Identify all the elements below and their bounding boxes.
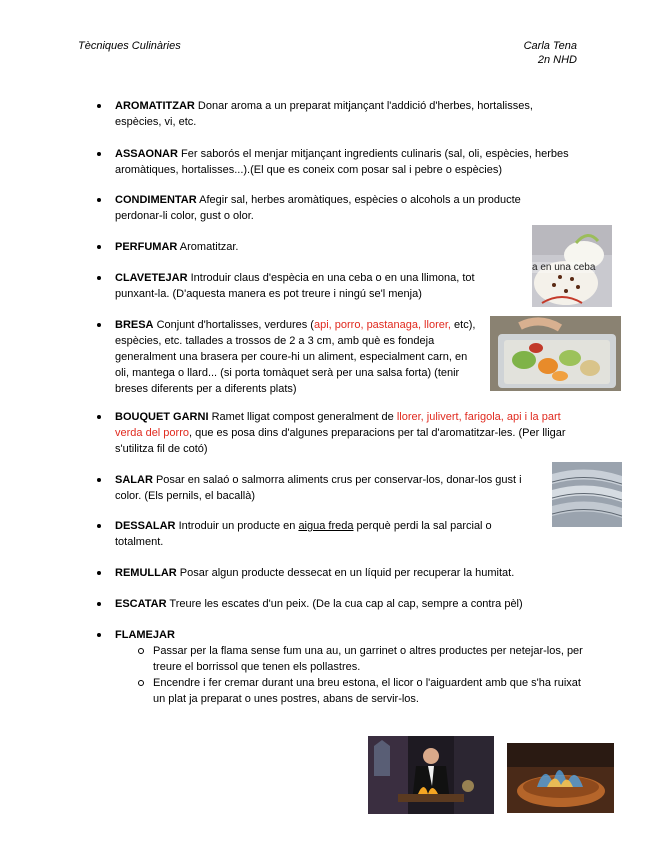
author-group: 2n NHD bbox=[537, 54, 577, 66]
list-item bbox=[115, 596, 575, 612]
definition-part: , que es posa dins d'algunes preparacions per tal d'aromatitzar-les. (Per lligar s'utilitza fil de cotó) bbox=[115, 427, 566, 455]
definition-part: perquè perdi la sal parcial o totalment. bbox=[115, 520, 492, 548]
definition-part: Conjunt d'hortalisses, verdures ( bbox=[156, 319, 314, 331]
definition: Afegir sal, herbes aromàtiques, espècies o alcohols a un producte perdonar-li color, gust o olor. bbox=[115, 194, 521, 222]
list-item bbox=[115, 98, 570, 130]
definition: Treure les escates d'un peix. (De la cua cap al cap, sempre a contra pèl) bbox=[169, 598, 523, 610]
definition-part: etc), espècies, etc. tallades a trossos de 2 a 3 cm, amb què es fondeja generalment una brasera per coure-hi un aliment, especialment carn, en oli, mantega o llard... (si porta tomàquet serà per una salsa forta) (tenir breses diferents per a diferents plats) bbox=[115, 319, 476, 395]
bresa-vegetables-photo bbox=[490, 316, 621, 391]
red-ingredients: llorer, julivert, farigola, api i la part verda del porro bbox=[115, 411, 561, 439]
salted-fish-photo bbox=[552, 462, 622, 527]
term: CLAVETEJAR bbox=[115, 272, 188, 284]
term: AROMATITZAR bbox=[115, 100, 195, 112]
definition: Aromatitzar. bbox=[179, 241, 239, 253]
list-item bbox=[115, 627, 575, 643]
definition: Donar aroma a un preparat mitjançant l'addició d'herbes, hortalisses, espècies, vi, etc. bbox=[115, 100, 533, 128]
onion-cloves-photo bbox=[532, 225, 612, 307]
term: SALAR bbox=[115, 474, 153, 486]
list-item bbox=[115, 192, 560, 224]
definition-part: Ramet lligat compost generalment de bbox=[211, 411, 397, 423]
flambe-waiter-photo bbox=[368, 736, 494, 814]
list-item bbox=[115, 270, 510, 302]
underlined-text: aigua freda bbox=[298, 520, 354, 532]
term: CONDIMENTAR bbox=[115, 194, 197, 206]
definition: Introduir claus d'espècia en una ceba o en una llimona, tot punxant-la. (D'aquesta manera es pot treure i ningú se'l menja) bbox=[115, 272, 475, 300]
image-caption: a en una ceba bbox=[532, 262, 596, 273]
doc-header-title: Tècniques Culinàries bbox=[78, 40, 181, 52]
list-item bbox=[115, 409, 575, 457]
definition-part: Introduir un producte en bbox=[178, 520, 299, 532]
term: BOUQUET GARNI bbox=[115, 411, 209, 423]
red-ingredients: api, porro, pastanaga, llorer, bbox=[313, 319, 451, 331]
term: REMULLAR bbox=[115, 567, 177, 579]
list-item bbox=[115, 518, 530, 550]
flambe-dish-photo bbox=[507, 743, 614, 813]
definition: Posar en salaó o salmorra aliments crus per conservar-los, donar-los gust i color. (Els pernils, el bacallà) bbox=[115, 474, 522, 502]
term: ASSAONAR bbox=[115, 148, 178, 160]
term: DESSALAR bbox=[115, 520, 176, 532]
term: PERFUMAR bbox=[115, 241, 178, 253]
list-item bbox=[115, 239, 495, 255]
sub-list-item: Passar per la flama sense fum una au, un garrinet o altres productes per netejar-los, per treure el borrissol que tenen els pollastres. bbox=[153, 645, 583, 673]
sub-list-item: Encendre i fer cremar durant una breu estona, el licor o l'aiguardent amb que s'ha ruixat un plat ja preparat o unes postres, abans de servir-los. bbox=[153, 675, 583, 707]
author-name: Carla Tena bbox=[523, 40, 577, 52]
list-item bbox=[115, 565, 575, 581]
term: ESCATAR bbox=[115, 598, 167, 610]
term: BRESA bbox=[115, 319, 154, 331]
term: FLAMEJAR bbox=[115, 629, 175, 641]
list-item bbox=[115, 317, 480, 397]
definition: Fer saborós el menjar mitjançant ingredients culinaris (sal, oli, espècies, herbes aromàtiques, hortalisses...).(El que es coneix com posar sal i pebre o espècies) bbox=[115, 148, 569, 176]
list-item bbox=[115, 472, 525, 504]
definition: Posar algun producte dessecat en un líquid per recuperar la humitat. bbox=[179, 567, 515, 579]
list-item bbox=[115, 146, 575, 178]
doc-header-author bbox=[524, 39, 577, 67]
